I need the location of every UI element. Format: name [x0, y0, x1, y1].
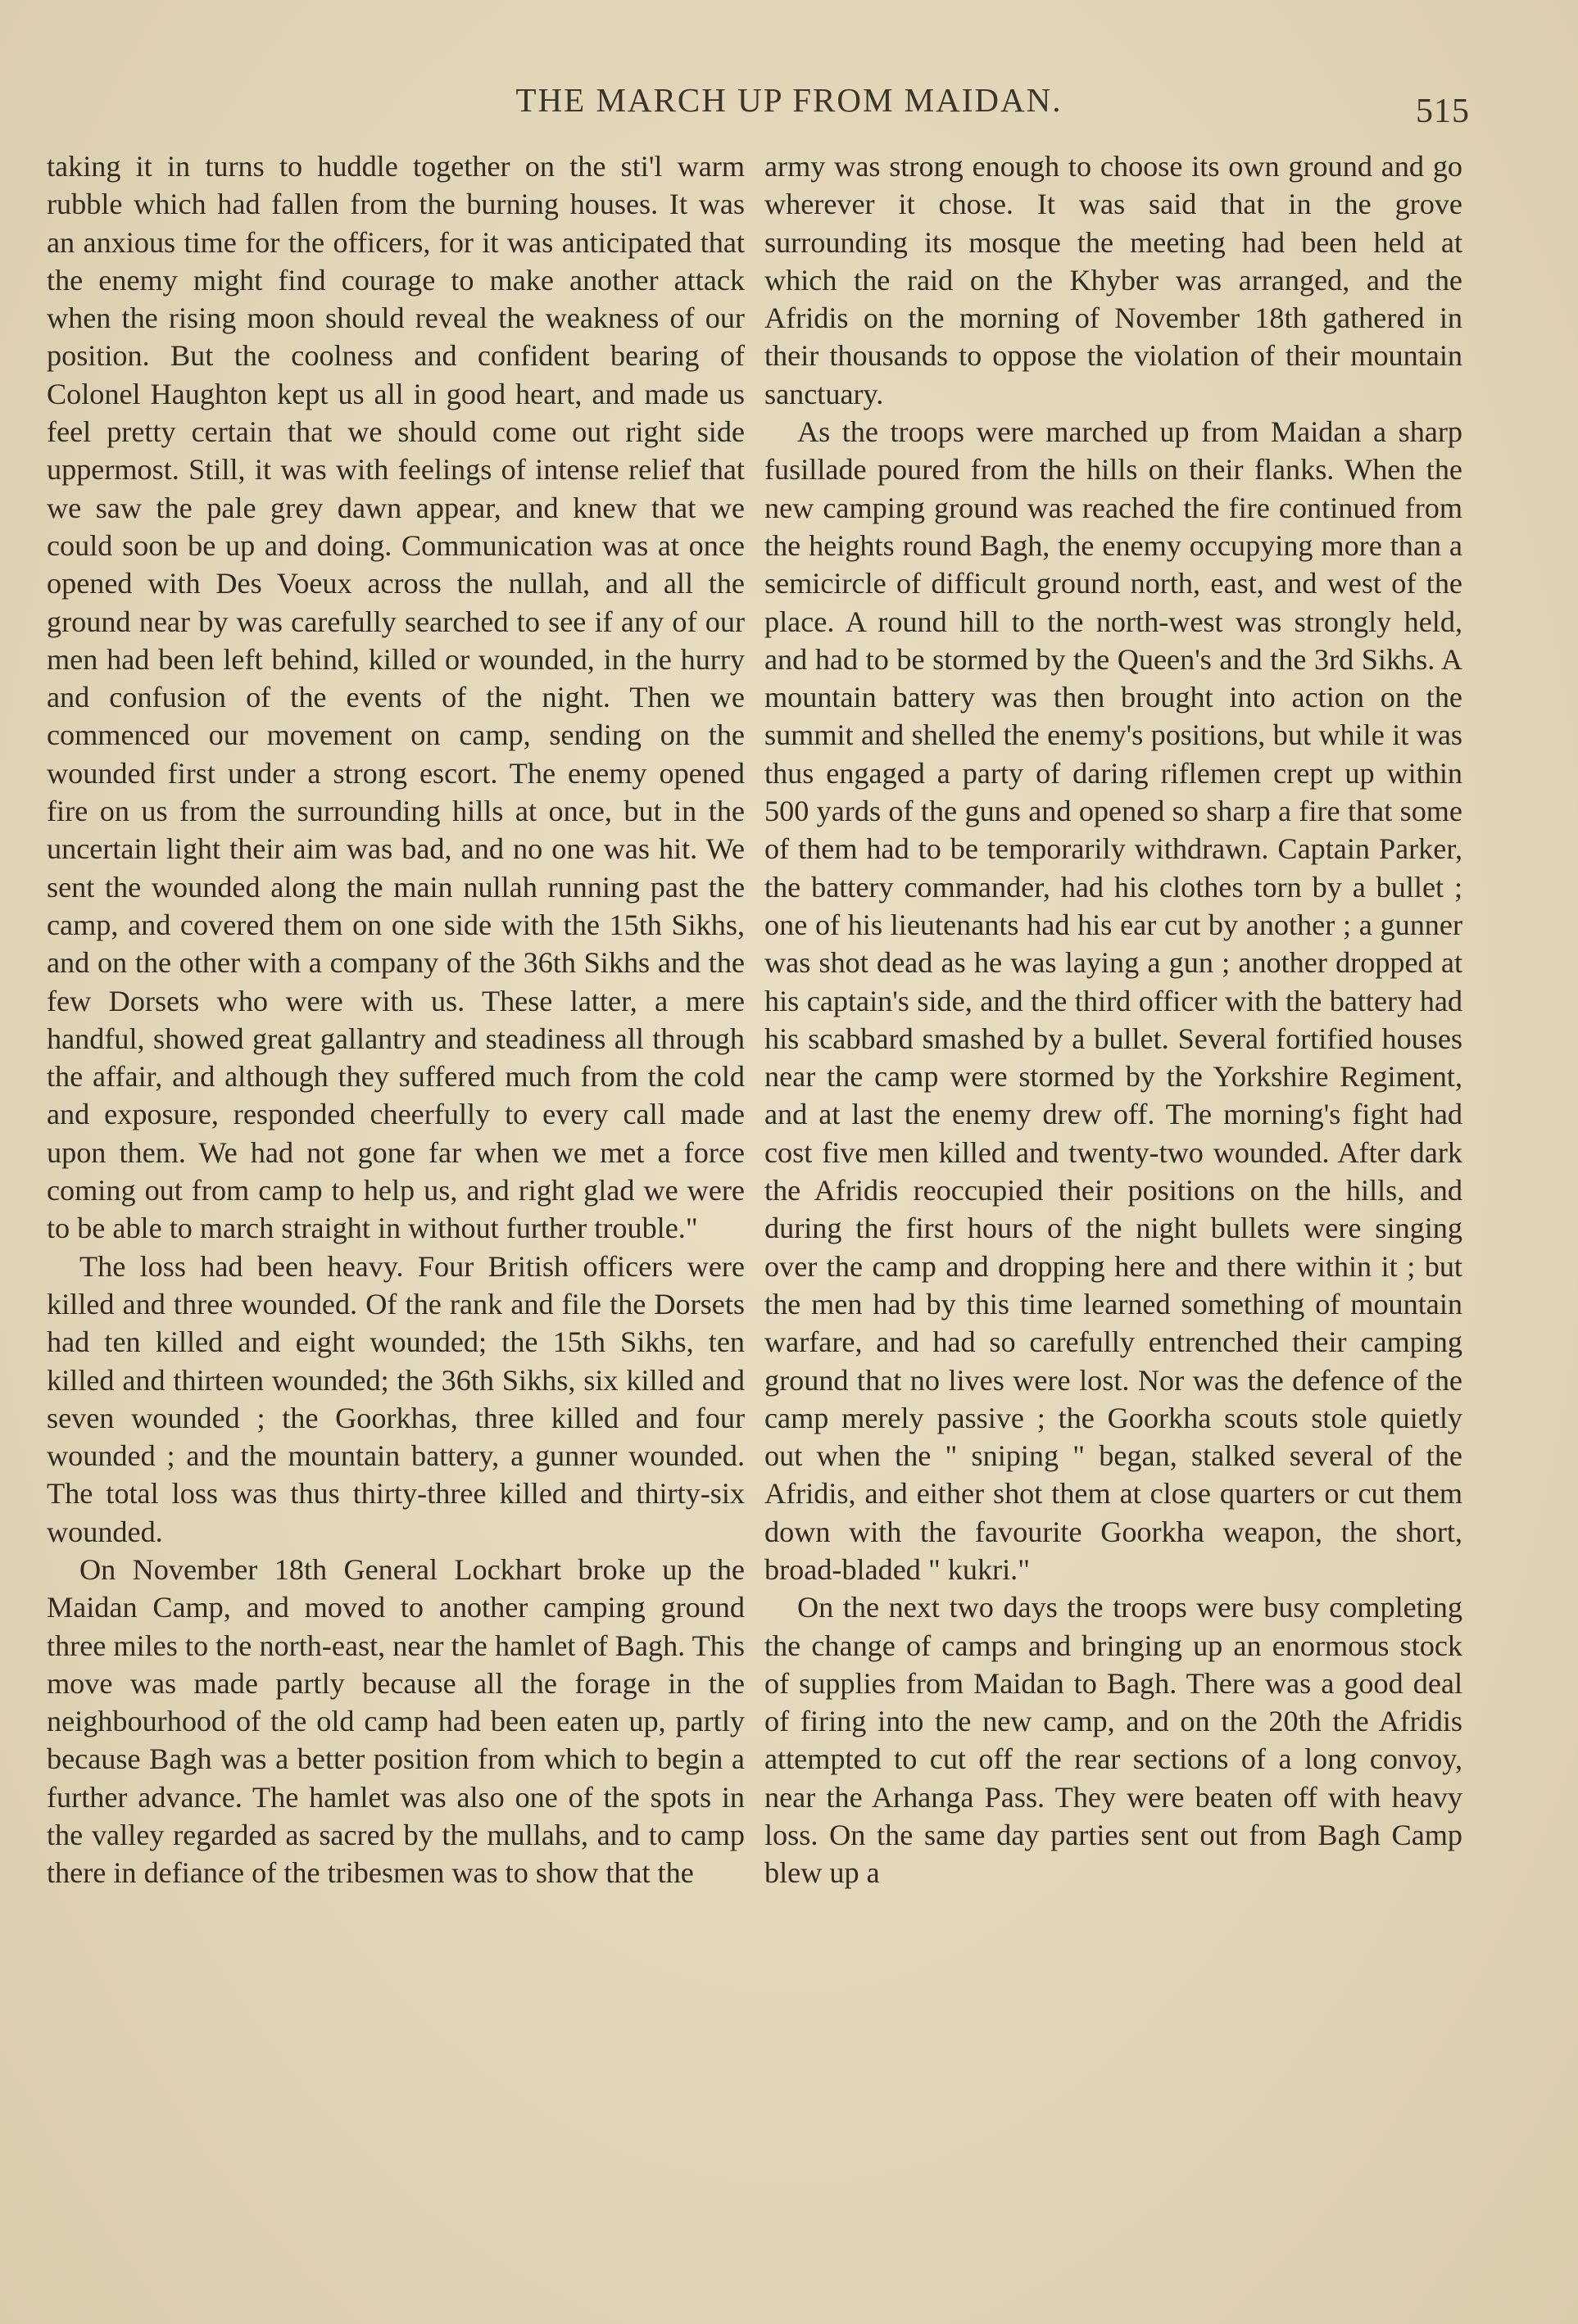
left-column	[47, 147, 745, 1892]
right-column	[764, 147, 1462, 1892]
running-head-title: THE MARCH UP FROM MAIDAN.	[515, 81, 1063, 119]
paragraph: As the troops were marched up from Maidan a sharp fusillade poured from the hills on their flanks. When the new camping ground was reached the fire continued from the heights round Bagh, the enemy occupying more than a semicircle of difficult ground north, east, and west of the place. A round hill to the north-west was strongly held, and had to be stormed by the Queen's and the 3rd Sikhs. A mountain battery was then brought into action on the summit and shelled the enemy's positions, but while it was thus engaged a party of daring riflemen crept up within 500 yards of the guns and opened so sharp a fire that some of them had to be temporarily withdrawn. Captain Parker, the battery commander, had his clothes torn by a bullet ; one of his lieutenants had his ear cut by another ; a gunner was shot dead as he was laying a gun ; another dropped at his captain's side, and the third officer with the battery had his scabbard smashed by a bullet. Several fortified houses near the camp were stormed by the Yorkshire Regiment, and at last the enemy drew off. The morning's fight had cost five men killed and twenty-two wounded. After dark the Afridis reoccupied their positions on the hills, and during the first hours of the night bullets were singing over the camp and dropping here and there within it ; but the men had by this time learned something of mountain warfare, and had so carefully entrenched their camping ground that no lives were lost. Nor was the defence of the camp merely passive ; the Goorkha scouts stole quietly out when the " sniping " began, stalked several of the Afridis, and either shot them at close quarters or cut them down with the favourite Goorkha weapon, the short, broad-bladed " kukri."	[764, 415, 1462, 1586]
paragraph: On the next two days the troops were busy completing the change of camps and bringing up an enormous stock of supplies from Maidan to Bagh. There was a good deal of firing into the new camp, and on the 20th the Afridis attempted to cut off the rear sections of a long convoy, near the Arhanga Pass. They were beaten off with heavy loss. On the same day parties sent out from Bagh Camp blew up a	[764, 1591, 1462, 1890]
paragraph: taking it in turns to huddle together on the sti'l warm rubble which had fallen from the burning houses. It was an anxious time for the officers, for it was anticipated that the enemy might find courage to make another attack when the rising moon should reveal the weakness of our position. But the coolness and confident bearing of Colonel Haughton kept us all in good heart, and made us feel pretty certain that we should come out right side uppermost. Still, it was with feelings of intense relief that we saw the pale grey dawn appear, and knew that we could soon be up and doing. Communication was at once opened with Des Voeux across the nullah, and all the ground near by was carefully searched to see if any of our men had been left behind, killed or wounded, in the hurry and confusion of the events of the night. Then we commenced our movement on camp, sending on the wounded first under a strong escort. The enemy opened fire on us from the surrounding hills at once, but in the uncertain light their aim was bad, and no one was hit. We sent the wounded along the main nullah running past the camp, and covered them on one side with the 15th Sikhs, and on the other with a company of the 36th Sikhs and the few Dorsets who were with us. These latter, a mere handful, showed great gallantry and steadiness all through the affair, and although they suffered much from the cold and exposure, responded cheerfully to every call made upon them. We had not gone far when we met a force coming out from camp to help us, and right glad we were to be able to march straight in without further trouble."	[47, 150, 745, 1245]
paragraph: The loss had been heavy. Four British officers were killed and three wounded. Of the rank and file the Dorsets had ten killed and eight wounded; the 15th Sikhs, ten killed and thirteen wounded; the 36th Sikhs, six killed and seven wounded ; the Goorkhas, three killed and four wounded ; and the mountain battery, a gunner wounded. The total loss was thus thirty-three killed and thirty-six wounded.	[47, 1249, 745, 1548]
paragraph: army was strong enough to choose its own ground and go wherever it chose. It was said that in the grove surrounding its mosque the meeting had been held at which the raid on the Khyber was arranged, and the Afridis on the morning of November 18th gathered in their thousands to oppose the violation of their mountain sanctuary.	[764, 150, 1462, 410]
page-number: 515	[1416, 93, 1470, 130]
paragraph: On November 18th General Lockhart broke up the Maidan Camp, and moved to another camping ground three miles to the north-east, near the hamlet of Bagh. This move was made partly because all the forage in the neighbourhood of the old camp had been eaten up, partly because Bagh was a better position from which to begin a further advance. The hamlet was also one of the spots in the valley regarded as sacred by the mullahs, and to camp there in defiance of the tribesmen was to show that the	[47, 1552, 745, 1890]
